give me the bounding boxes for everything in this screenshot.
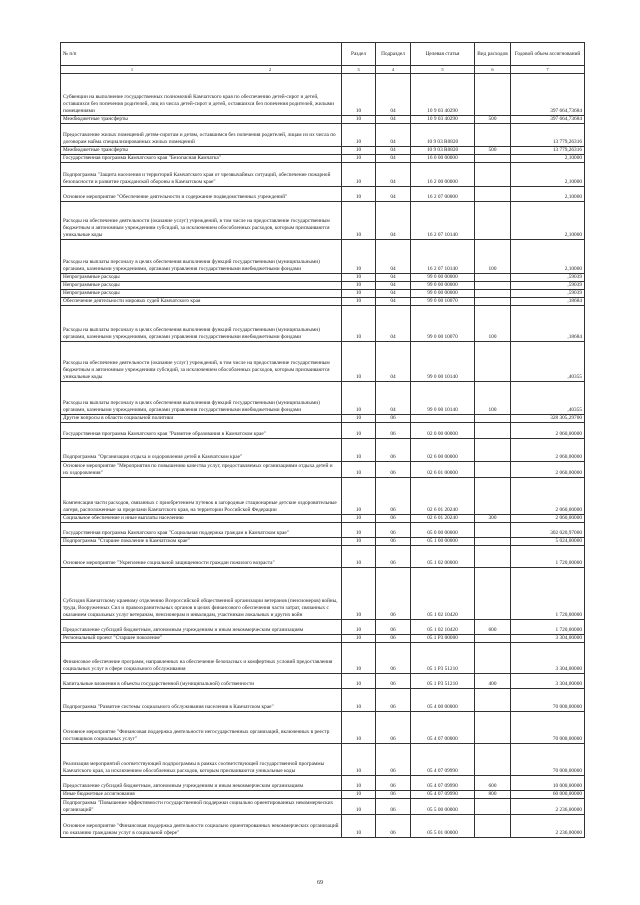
- table-row: [61, 147, 585, 155]
- row-sum: ,40355: [511, 382, 585, 415]
- table-row: [61, 439, 585, 462]
- table-row: [61, 163, 585, 187]
- row-sum: 70 000,00000: [511, 712, 585, 744]
- row-name: Подпрограмма "Старшее поколение в Камчатском крае": [61, 538, 342, 546]
- row-vr: [475, 274, 511, 282]
- row-csr: 99 0 00 00000: [411, 274, 475, 282]
- row-podrazdel: 06: [376, 478, 411, 515]
- row-razdel: 10: [342, 240, 376, 274]
- row-name: Субвенции на выполнение государственных полномочий Камчатского края по обеспечению детей-сирот и детей, оставшихся без попечения родителей, лиц из числа детей-сирот и детей, оставшихся без попечения родителей, жилыми помещениями: [61, 74, 342, 116]
- row-sum: 2 236,00000: [511, 815, 585, 838]
- row-podrazdel: 04: [376, 306, 411, 342]
- row-name: Государственная программа Камчатского края "Социальная поддержка граждан в Камчатском крае": [61, 523, 342, 538]
- row-podrazdel: 06: [376, 546, 411, 568]
- budget-table: [60, 42, 585, 838]
- row-sum: 2,10000: [511, 155, 585, 163]
- row-sum: ,59039: [511, 274, 585, 282]
- row-sum: 2 236,00000: [511, 799, 585, 815]
- table-row: [61, 515, 585, 523]
- row-vr: [475, 282, 511, 290]
- colnum: 4: [376, 66, 411, 74]
- row-razdel: 10: [342, 382, 376, 415]
- row-razdel: 10: [342, 423, 376, 439]
- row-podrazdel: 06: [376, 791, 411, 799]
- row-csr: 05 1 P3 51210: [411, 643, 475, 674]
- table-row: [61, 620, 585, 635]
- header-sum: Годовой объем ассигнований: [511, 43, 585, 66]
- row-name: Предоставление субсидий бюджетным, автономным учреждениям и иным некоммерческим организациям: [61, 776, 342, 791]
- row-csr: 05 4 07 09990: [411, 776, 475, 791]
- row-podrazdel: 06: [376, 799, 411, 815]
- row-podrazdel: 04: [376, 342, 411, 382]
- row-razdel: 10: [342, 515, 376, 523]
- row-name: Капитальные вложения в объекты государственной (муниципальной) собственности: [61, 674, 342, 689]
- row-sum: 1 720,00000: [511, 546, 585, 568]
- row-name: Расходы на обеспечение деятельности (оказание услуг) учреждений, в том числе на предоставление государственным бюджетным и автономным учреждениям субсидий, за исключением обособленных расходов, которым присваиваются уникальные коды: [61, 202, 342, 240]
- table-row: [61, 124, 585, 147]
- row-vr: [475, 712, 511, 744]
- table-row: [61, 187, 585, 202]
- table-row: [61, 744, 585, 776]
- row-csr: 05 4 07 09990: [411, 744, 475, 776]
- row-name: Государственная программа Камчатского края "Безопасная Камчатка": [61, 155, 342, 163]
- row-csr: 16 2 07 00000: [411, 187, 475, 202]
- table-row: [61, 568, 585, 620]
- row-podrazdel: 06: [376, 689, 411, 712]
- row-razdel: 10: [342, 187, 376, 202]
- row-sum: 2 060,00000: [511, 462, 585, 478]
- row-vr: [475, 163, 511, 187]
- row-name: Основное мероприятие "Финансовая поддержка деятельности негосударственных организаций, включенных в реестр поставщиков социальных услуг": [61, 712, 342, 744]
- row-csr: 05 1 P3 51210: [411, 674, 475, 689]
- colnum: 3: [342, 66, 376, 74]
- row-razdel: 10: [342, 116, 376, 124]
- row-name: Предоставление жилых помещений детям-сиротам и детям, оставшимся без попечения родителей, лицам из их числа по договорам найма специализированных жилых помещений: [61, 124, 342, 147]
- table-row: [61, 306, 585, 342]
- row-vr: [475, 643, 511, 674]
- row-razdel: 10: [342, 744, 376, 776]
- row-vr: [475, 815, 511, 838]
- row-razdel: 10: [342, 155, 376, 163]
- table-row: [61, 712, 585, 744]
- row-csr: [411, 415, 475, 423]
- row-razdel: 10: [342, 643, 376, 674]
- row-sum: 2 060,00000: [511, 515, 585, 523]
- row-vr: [475, 187, 511, 202]
- row-razdel: 10: [342, 415, 376, 423]
- row-name: Региональный проект "Старшее поколение": [61, 635, 342, 643]
- row-razdel: 10: [342, 689, 376, 712]
- table-row: [61, 523, 585, 538]
- row-vr: 600: [475, 620, 511, 635]
- row-csr: 99 0 00 00000: [411, 282, 475, 290]
- row-sum: 5 024,00000: [511, 538, 585, 546]
- row-name: Государственная программа Камчатского края "Развитие образования в Камчатском крае": [61, 423, 342, 439]
- row-podrazdel: 04: [376, 163, 411, 187]
- row-name: Предоставление субсидий бюджетным, автономным учреждениям и иным некоммерческим организациям: [61, 620, 342, 635]
- row-csr: 99 0 00 00000: [411, 290, 475, 298]
- row-podrazdel: 06: [376, 776, 411, 791]
- row-csr: 05 1 02 00000: [411, 546, 475, 568]
- row-podrazdel: 04: [376, 116, 411, 124]
- row-csr: 05 4 07 00000: [411, 712, 475, 744]
- row-razdel: 10: [342, 538, 376, 546]
- row-vr: [475, 439, 511, 462]
- row-sum: 1 720,00000: [511, 620, 585, 635]
- row-name: Непрограммные расходы: [61, 282, 342, 290]
- row-razdel: 10: [342, 298, 376, 306]
- row-name: Компенсация части расходов, связанных с приобретением путевок в загородные стационарные детские оздоровительные лагеря, расположенные за пределами Камчатского края, на территории Российской Федерации: [61, 478, 342, 515]
- row-razdel: 10: [342, 815, 376, 838]
- row-csr: 05 4 00 00000: [411, 689, 475, 712]
- row-vr: 600: [475, 776, 511, 791]
- row-name: Непрограммные расходы: [61, 290, 342, 298]
- row-csr: 16 2 00 00000: [411, 163, 475, 187]
- row-csr: 16 2 07 10140: [411, 202, 475, 240]
- header-no: № п/п: [61, 43, 342, 66]
- row-vr: [475, 523, 511, 538]
- table-body: [61, 66, 585, 838]
- row-sum: 2,10000: [511, 163, 585, 187]
- column-number-row: [61, 66, 585, 74]
- row-sum: 2,10000: [511, 187, 585, 202]
- colnum: 6: [475, 66, 511, 74]
- row-name: Расходы на выплаты персоналу в целях обеспечения выполнения функций государственными (муниципальными) органами, казенными учреждениями, органами управления государственными внебюджетными фондами: [61, 240, 342, 274]
- row-sum: 3 304,00000: [511, 635, 585, 643]
- row-podrazdel: 06: [376, 538, 411, 546]
- row-sum: 328 305,29700: [511, 415, 585, 423]
- row-sum: 302 020,97000: [511, 523, 585, 538]
- table-row: [61, 815, 585, 838]
- table-row: [61, 799, 585, 815]
- row-vr: 100: [475, 306, 511, 342]
- row-podrazdel: 04: [376, 202, 411, 240]
- row-razdel: 10: [342, 791, 376, 799]
- row-name: Подпрограмма "Повышение эффективности государственной поддержки социально ориентированных некоммерческих организаций": [61, 799, 342, 815]
- row-sum: 60 000,00000: [511, 791, 585, 799]
- table-row: [61, 74, 585, 116]
- row-name: Расходы на выплаты персоналу в целях обеспечения выполнения функций государственными (муниципальными) органами, казенными учреждениями, органами управления государственными внебюджетными фондами: [61, 382, 342, 415]
- row-vr: [475, 635, 511, 643]
- table-row: [61, 155, 585, 163]
- row-podrazdel: 06: [376, 423, 411, 439]
- table-row: [61, 462, 585, 478]
- row-csr: 05 1 02 10420: [411, 620, 475, 635]
- row-vr: [475, 799, 511, 815]
- row-podrazdel: 04: [376, 240, 411, 274]
- row-razdel: 10: [342, 342, 376, 382]
- row-sum: 10 000,00000: [511, 776, 585, 791]
- row-razdel: 10: [342, 799, 376, 815]
- row-name: Расходы на выплаты персоналу в целях обеспечения выполнения функций государственными (муниципальными) органами, казенными учреждениями, органами управления государственными внебюджетными фондами: [61, 306, 342, 342]
- row-razdel: 10: [342, 620, 376, 635]
- row-csr: 99 0 00 10070: [411, 298, 475, 306]
- row-csr: 10 9 03 40290: [411, 74, 475, 116]
- row-sum: 397 664,73684: [511, 116, 585, 124]
- table-row: [61, 674, 585, 689]
- row-name: Основное мероприятие "Финансовая поддержка деятельности социально ориентированных некоммерческих организаций по оказанию гражданам услуг в социальной сфере": [61, 815, 342, 838]
- row-vr: [475, 462, 511, 478]
- row-vr: [475, 546, 511, 568]
- row-podrazdel: 04: [376, 290, 411, 298]
- row-razdel: 10: [342, 124, 376, 147]
- row-razdel: 10: [342, 290, 376, 298]
- row-podrazdel: 04: [376, 155, 411, 163]
- page-number: 69: [317, 880, 323, 886]
- row-vr: [475, 298, 511, 306]
- row-vr: 400: [475, 674, 511, 689]
- row-csr: 05 0 00 00000: [411, 523, 475, 538]
- row-vr: 500: [475, 116, 511, 124]
- row-razdel: 10: [342, 439, 376, 462]
- row-name: Другие вопросы в области социальной политики: [61, 415, 342, 423]
- row-podrazdel: 06: [376, 439, 411, 462]
- row-sum: 1 720,00000: [511, 568, 585, 620]
- table-row: [61, 478, 585, 515]
- table-row: [61, 791, 585, 799]
- row-sum: 2 060,00000: [511, 439, 585, 462]
- row-sum: 2 060,00000: [511, 478, 585, 515]
- row-csr: 05 1 P3 00000: [411, 635, 475, 643]
- row-podrazdel: 06: [376, 462, 411, 478]
- row-name: Основное мероприятие "Мероприятия по повышению качества услуг, предоставляемых организациями отдыха детей и их оздоровления": [61, 462, 342, 478]
- row-name: Субсидия Камчатскому краевому отделению Всероссийской общественной организации ветеранов (пенсионеров) войны, труда, Вооруженных Сил и правоохранительных органов в целях финансового обеспечения части затрат, связанных с оказанием социальных услуг ветеранам, пенсионерам и инвалидам, участникам локальных и других войн: [61, 568, 342, 620]
- row-podrazdel: 06: [376, 620, 411, 635]
- row-csr: 02 6 01 00000: [411, 462, 475, 478]
- row-vr: [475, 155, 511, 163]
- row-podrazdel: 06: [376, 523, 411, 538]
- row-name: Реализация мероприятий соответствующей подпрограммы в рамках соответствующей государственной программы Камчатского края, за исключением обособленных расходов, которым присваиваются уникальные коды: [61, 744, 342, 776]
- table-row: [61, 415, 585, 423]
- row-razdel: 10: [342, 202, 376, 240]
- row-podrazdel: 04: [376, 74, 411, 116]
- row-sum: ,59039: [511, 282, 585, 290]
- colnum: 5: [411, 66, 475, 74]
- row-csr: 05 4 07 09990: [411, 791, 475, 799]
- row-razdel: 10: [342, 568, 376, 620]
- row-csr: 99 0 00 10070: [411, 306, 475, 342]
- row-csr: 05 5 00 00000: [411, 799, 475, 815]
- table-row: [61, 643, 585, 674]
- row-sum: ,40355: [511, 342, 585, 382]
- row-sum: ,59039: [511, 290, 585, 298]
- row-name: Подпрограмма "Организация отдыха и оздоровления детей в Камчатском крае": [61, 439, 342, 462]
- row-vr: 100: [475, 240, 511, 274]
- row-podrazdel: 06: [376, 568, 411, 620]
- row-name: Межбюджетные трансферты: [61, 147, 342, 155]
- row-razdel: 10: [342, 674, 376, 689]
- table-row: [61, 538, 585, 546]
- row-name: Иные бюджетные ассигнования: [61, 791, 342, 799]
- table-row: [61, 282, 585, 290]
- row-podrazdel: 04: [376, 124, 411, 147]
- row-podrazdel: 04: [376, 187, 411, 202]
- row-sum: 397 664,73684: [511, 74, 585, 116]
- row-razdel: 10: [342, 462, 376, 478]
- row-razdel: 10: [342, 147, 376, 155]
- table-row: [61, 290, 585, 298]
- table-row: [61, 382, 585, 415]
- table-header-row: [61, 43, 585, 66]
- row-vr: [475, 415, 511, 423]
- header-razdel: Раздел: [342, 43, 376, 66]
- row-razdel: 10: [342, 635, 376, 643]
- row-podrazdel: 04: [376, 282, 411, 290]
- row-sum: 70 000,00000: [511, 689, 585, 712]
- table-row: [61, 423, 585, 439]
- row-csr: 16 2 07 10140: [411, 240, 475, 274]
- table-row: [61, 776, 585, 791]
- row-csr: 05 1 00 00000: [411, 538, 475, 546]
- row-razdel: 10: [342, 546, 376, 568]
- row-name: Непрограммные расходы: [61, 274, 342, 282]
- row-csr: 10 9 03 R0820: [411, 147, 475, 155]
- row-razdel: 10: [342, 523, 376, 538]
- row-vr: [475, 124, 511, 147]
- row-vr: 800: [475, 791, 511, 799]
- row-podrazdel: 06: [376, 643, 411, 674]
- row-razdel: 10: [342, 74, 376, 116]
- row-csr: 02 0 00 00000: [411, 423, 475, 439]
- row-sum: ,18684: [511, 306, 585, 342]
- row-vr: [475, 342, 511, 382]
- row-podrazdel: 06: [376, 515, 411, 523]
- row-csr: 05 5 01 00000: [411, 815, 475, 838]
- table-row: [61, 202, 585, 240]
- table-row: [61, 274, 585, 282]
- row-vr: [475, 478, 511, 515]
- row-sum: ,18684: [511, 298, 585, 306]
- row-razdel: 10: [342, 163, 376, 187]
- row-sum: 2,10000: [511, 240, 585, 274]
- row-csr: 10 9 03 R0820: [411, 124, 475, 147]
- row-vr: 300: [475, 515, 511, 523]
- row-csr: 16 0 00 00000: [411, 155, 475, 163]
- row-csr: 10 9 03 40290: [411, 116, 475, 124]
- row-podrazdel: 06: [376, 815, 411, 838]
- header-vr: Вид расходов: [475, 43, 511, 66]
- row-name: Социальное обеспечение и иные выплаты населению: [61, 515, 342, 523]
- row-name: Основное мероприятие "Обеспечение деятельности и содержание подведомственных учреждений": [61, 187, 342, 202]
- row-csr: 99 0 00 10140: [411, 382, 475, 415]
- row-name: Подпрограмма "Развитие системы социального обслуживания населения в Камчатском крае": [61, 689, 342, 712]
- table-row: [61, 689, 585, 712]
- row-vr: [475, 202, 511, 240]
- row-podrazdel: 06: [376, 712, 411, 744]
- row-sum: 13 779,26316: [511, 124, 585, 147]
- table-row: [61, 342, 585, 382]
- row-csr: 99 0 00 10140: [411, 342, 475, 382]
- row-razdel: 10: [342, 776, 376, 791]
- row-name: Финансовое обеспечение программ, направленных на обеспечение безопасных и комфертных условий предоставления социальных услуг в сфере социального обслуживания: [61, 643, 342, 674]
- row-podrazdel: 04: [376, 382, 411, 415]
- row-razdel: 10: [342, 712, 376, 744]
- row-vr: 100: [475, 382, 511, 415]
- row-podrazdel: 06: [376, 415, 411, 423]
- table-row: [61, 116, 585, 124]
- row-csr: 02 6 01 20240: [411, 478, 475, 515]
- row-vr: 500: [475, 147, 511, 155]
- row-podrazdel: 04: [376, 147, 411, 155]
- row-podrazdel: 06: [376, 744, 411, 776]
- row-sum: 3 304,00000: [511, 674, 585, 689]
- table-row: [61, 635, 585, 643]
- row-razdel: 10: [342, 478, 376, 515]
- header-podrazdel: Подраздел: [376, 43, 411, 66]
- row-vr: [475, 744, 511, 776]
- row-vr: [475, 74, 511, 116]
- row-name: Межбюджетные трансферты: [61, 116, 342, 124]
- row-name: Основное мероприятие "Укрепление социальной защищенности граждан пожилого возраста": [61, 546, 342, 568]
- row-sum: 13 779,26316: [511, 147, 585, 155]
- colnum: 1 2: [61, 66, 342, 74]
- row-csr: 05 1 02 10420: [411, 568, 475, 620]
- table-row: [61, 298, 585, 306]
- row-vr: [475, 538, 511, 546]
- row-sum: 3 304,00000: [511, 643, 585, 674]
- row-razdel: 10: [342, 306, 376, 342]
- row-vr: [475, 290, 511, 298]
- table-row: [61, 240, 585, 274]
- row-razdel: 10: [342, 282, 376, 290]
- row-podrazdel: 06: [376, 674, 411, 689]
- colnum: 7: [511, 66, 585, 74]
- row-csr: 02 6 00 00000: [411, 439, 475, 462]
- row-podrazdel: 04: [376, 274, 411, 282]
- row-sum: 2 060,00000: [511, 423, 585, 439]
- row-podrazdel: 06: [376, 635, 411, 643]
- table-row: [61, 546, 585, 568]
- header-csr: Целевая статья: [411, 43, 475, 66]
- row-name: Расходы на обеспечение деятельности (оказание услуг) учреждений, в том числе на предоставление государственным бюджетным и автономным учреждениям субсидий, за исключением обособленных расходов, которым присваиваются уникальные коды: [61, 342, 342, 382]
- row-sum: 2,10000: [511, 202, 585, 240]
- row-vr: [475, 568, 511, 620]
- row-podrazdel: 04: [376, 298, 411, 306]
- row-name: Подпрограмма "Защита населения и территорий Камчатского края от чрезвычайных ситуаций, обеспечение пожарной безопасности и развитие гражданской обороны в Камчатском крае": [61, 163, 342, 187]
- row-csr: 02 6 01 20240: [411, 515, 475, 523]
- row-vr: [475, 423, 511, 439]
- row-vr: [475, 689, 511, 712]
- row-name: Обеспечение деятельности мировых судей Камчатского края: [61, 298, 342, 306]
- row-razdel: 10: [342, 274, 376, 282]
- row-sum: 70 000,00000: [511, 744, 585, 776]
